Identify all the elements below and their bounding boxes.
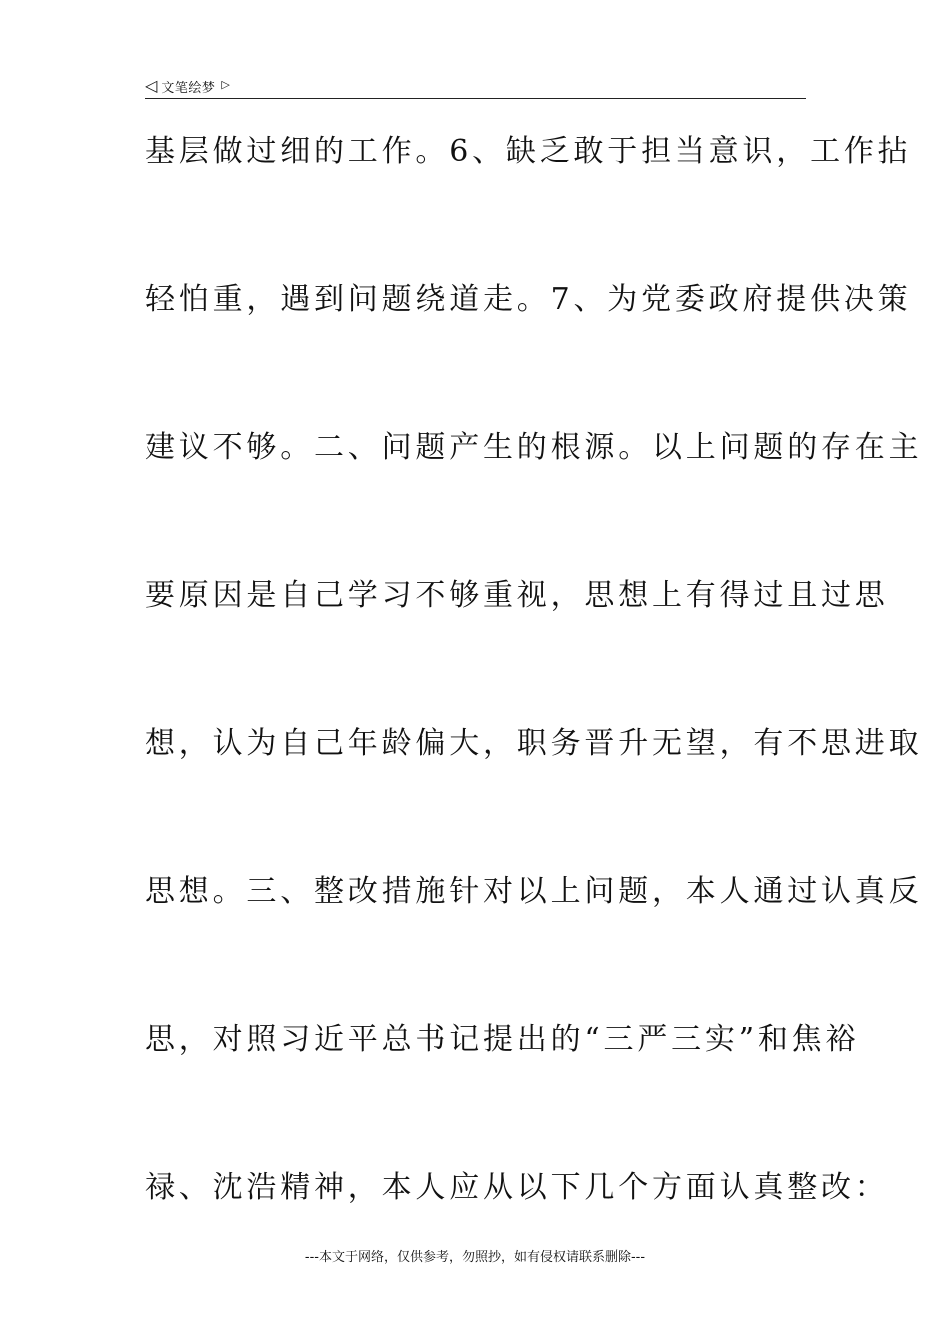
page-header <box>145 74 806 99</box>
document-body <box>145 128 923 1312</box>
body-line: 建议不够。二、问题产生的根源。以上问题的存在主 <box>145 430 923 465</box>
body-line: 基层做过细的工作。6、缺乏敢于担当意识，工作拈 <box>145 134 912 169</box>
left-triangle-icon: ◁ <box>145 76 158 95</box>
page-footer: ---本文于网络，仅供参考，勿照抄，如有侵权请联系删除--- <box>304 1250 646 1265</box>
body-line: 思想。三、整改措施针对以上问题，本人通过认真反 <box>145 874 923 909</box>
body-line: 思，对照习近平总书记提出的“三严三实”和焦裕 <box>145 1022 860 1057</box>
body-line: 要原因是自己学习不够重视，思想上有得过且过思 <box>145 578 889 613</box>
body-line: 轻怕重，遇到问题绕道走。7、为党委政府提供决策 <box>145 282 912 317</box>
header-title: 文笔绘梦 <box>161 80 216 96</box>
body-line: 想，认为自己年龄偏大，职务晋升无望，有不思进取 <box>145 726 923 761</box>
right-triangle-icon: ▷ <box>221 77 230 91</box>
body-line: 禄、沈浩精神，本人应从以下几个方面认真整改： <box>145 1170 889 1205</box>
